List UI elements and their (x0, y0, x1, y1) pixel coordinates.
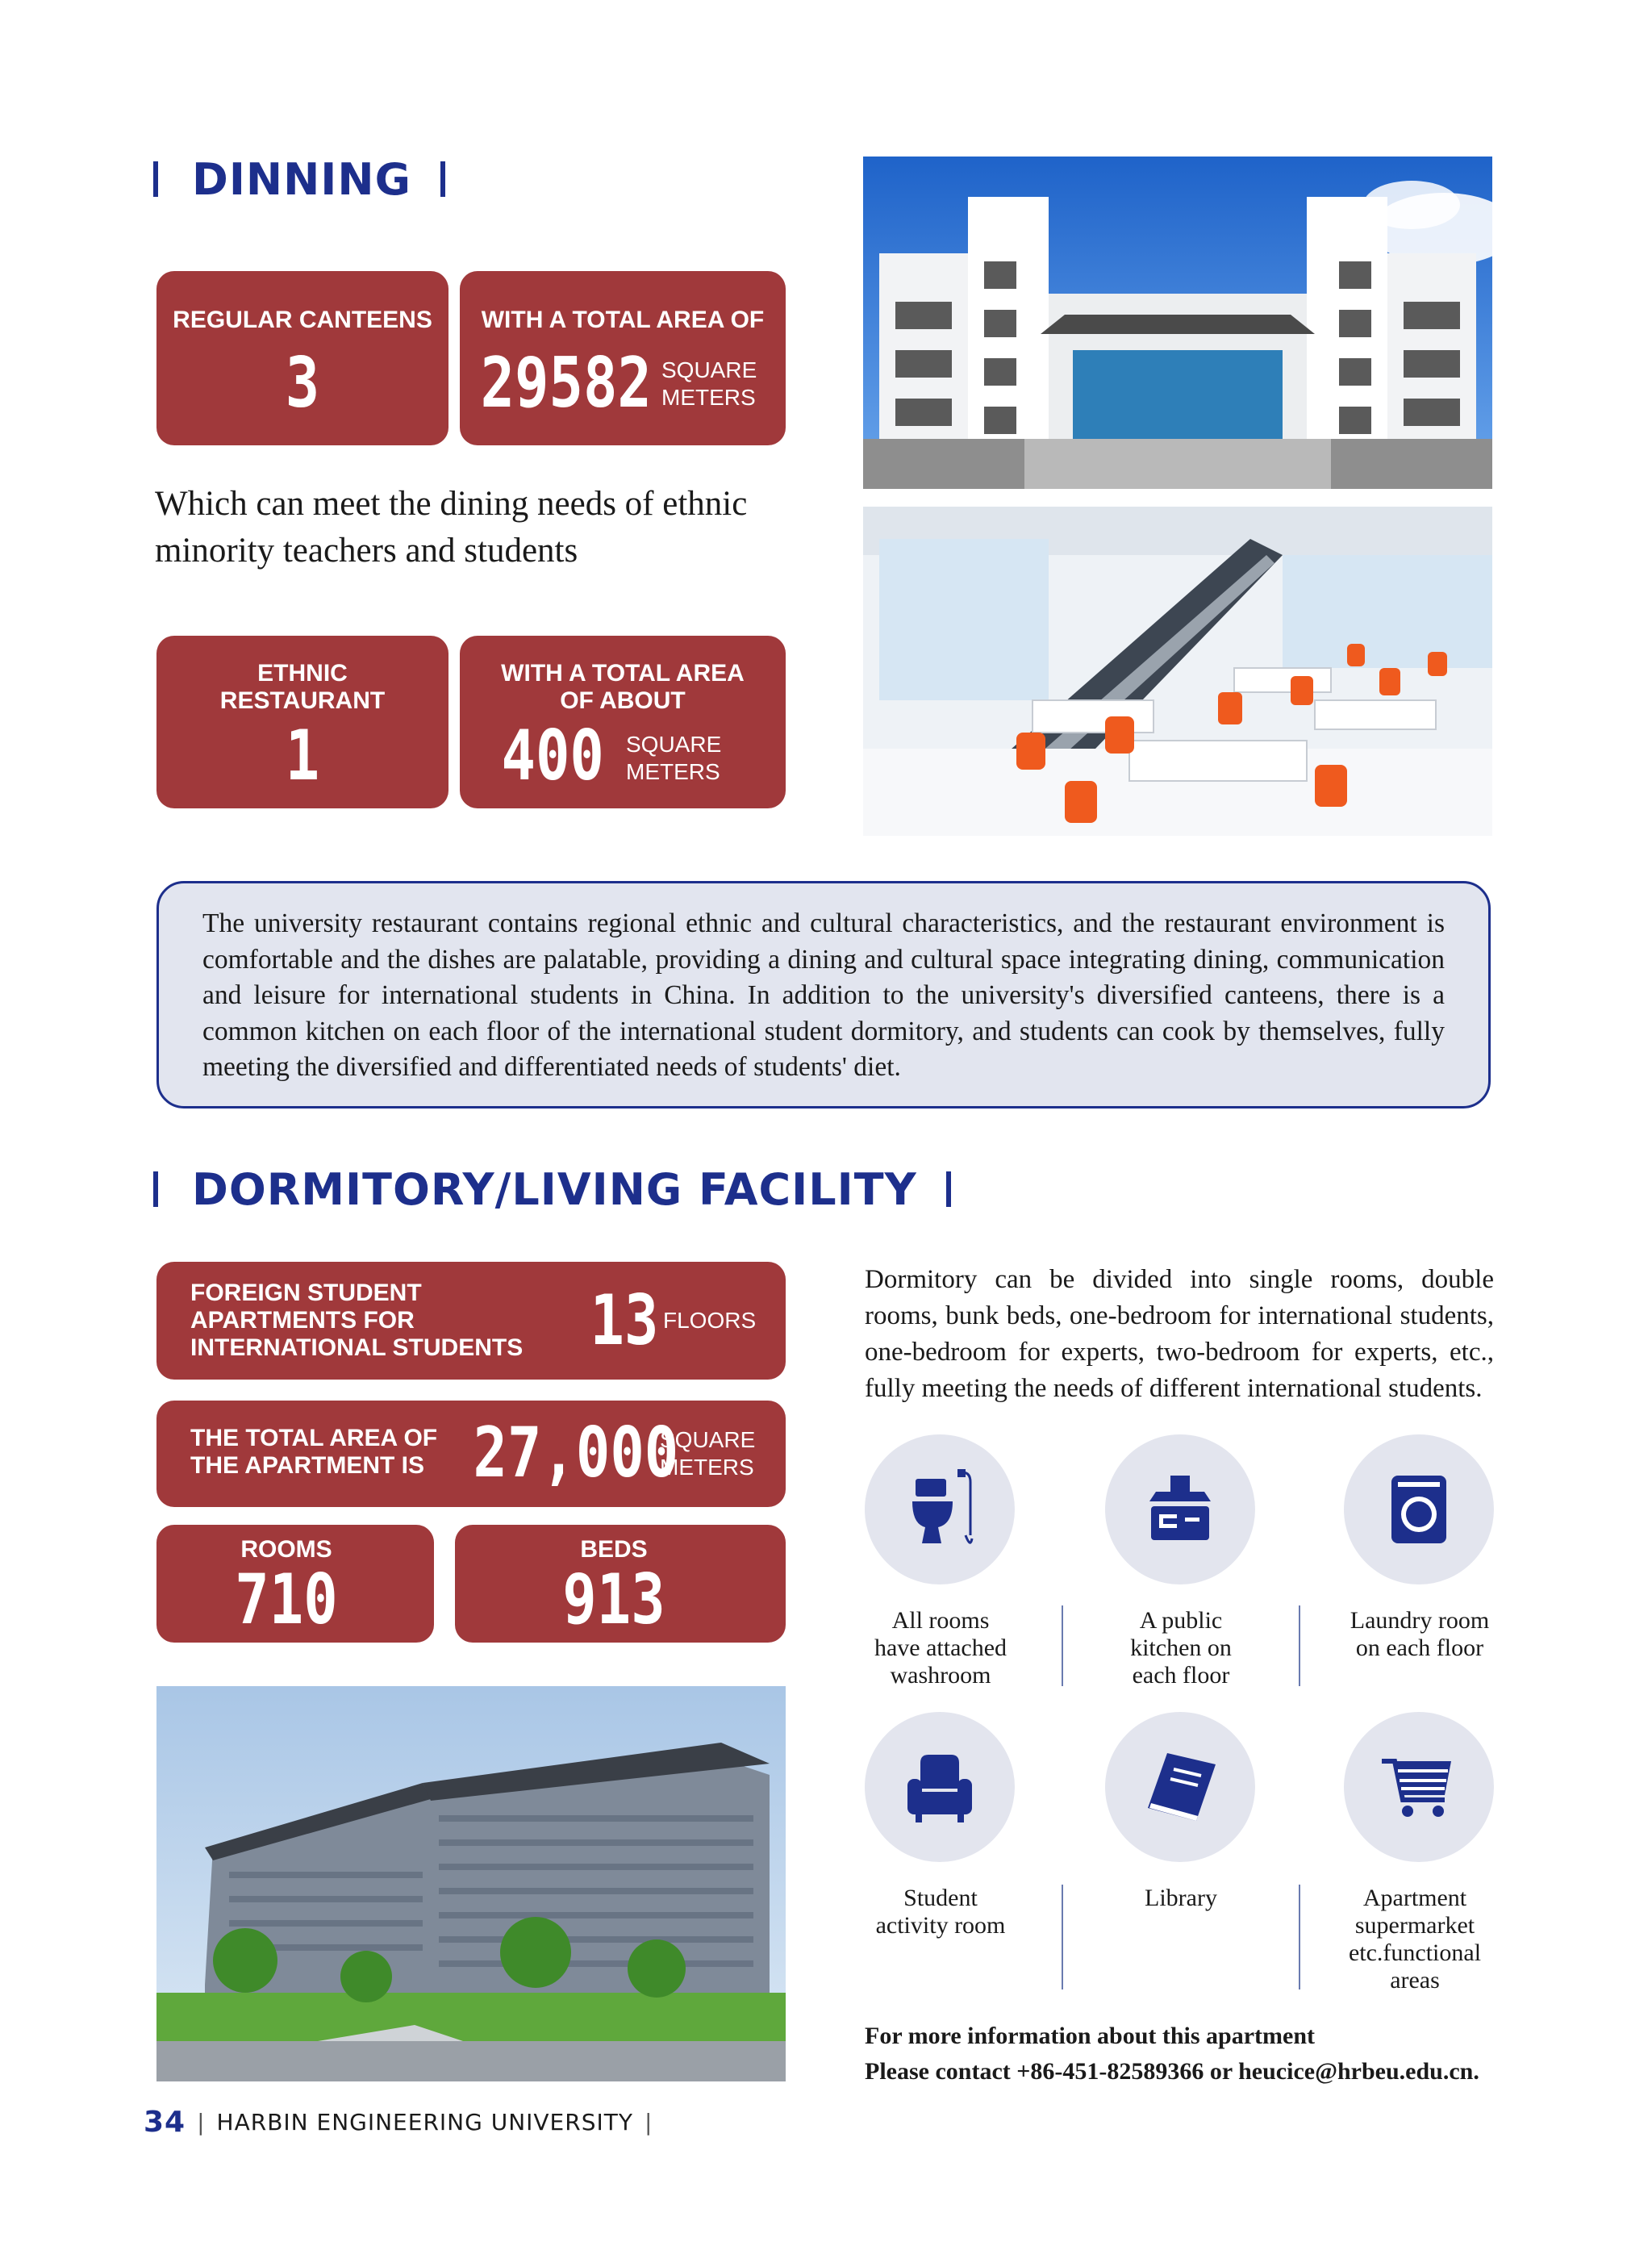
contact-block (865, 2019, 1479, 2090)
facility-caption-activity-room: Student activity room (875, 1885, 1006, 1939)
facility-caption-library: Library (1145, 1885, 1217, 1911)
caption-divider (1062, 1605, 1063, 1686)
footer-separator: | (197, 2108, 206, 2136)
canteen-area-label: WITH A TOTAL AREA OF (481, 307, 765, 333)
page-footer (144, 2102, 653, 2141)
washroom-icon-circle (865, 1434, 1015, 1584)
title-bar-left (153, 161, 158, 197)
title-bar-right (440, 161, 445, 197)
ethnic-area-value: 400 (501, 716, 604, 796)
dining-description-text: The university restaurant contains regional ethnic and cultural characteristics, and the restaurant environment is comfortable and the dishes are palatable, providing a dining and cultural space integrating dining, communication and leisure for international students in China. In addition to the university's diversified canteens, there is a common kitchen on each floor of the international student dormitory, and students can cook by themselves, fully meeting the diversified and differentiated needs of students' diet. (202, 908, 1445, 1082)
ethnic-area-label-1: WITH A TOTAL AREA (501, 660, 745, 687)
page-number: 34 (144, 2105, 186, 2139)
footer-separator: | (644, 2108, 653, 2136)
ethnic-area-unit-1: SQUARE (626, 732, 722, 757)
rooms-label: ROOMS (240, 1536, 332, 1563)
dining-title-text: DINNING (192, 153, 411, 205)
regular-canteens-card (156, 271, 448, 445)
apartment-area-card (156, 1401, 786, 1507)
apartments-label-2: APARTMENTS FOR (190, 1307, 415, 1334)
book-icon (1132, 1739, 1229, 1835)
facility-caption-laundry: Laundry room on each floor (1350, 1607, 1490, 1661)
floors-unit: FLOORS (663, 1308, 757, 1333)
toilet-shower-icon (891, 1461, 988, 1558)
caption-divider (1299, 1885, 1300, 1989)
canteen-area-unit-2: METERS (661, 385, 756, 410)
caption-divider (1299, 1605, 1300, 1686)
apartment-area-unit-2: METERS (660, 1455, 754, 1480)
caption-divider (1062, 1885, 1063, 1989)
ethnic-restaurant-card (156, 636, 448, 808)
apartments-label-3: INTERNATIONAL STUDENTS (190, 1334, 524, 1361)
dormitory-title-text: DORMITORY/LIVING FACILITY (192, 1163, 917, 1215)
shopping-cart-icon (1370, 1739, 1467, 1835)
title-bar-left (153, 1171, 158, 1207)
beds-value: 913 (562, 1559, 665, 1640)
ethnic-area-unit-2: METERS (626, 759, 720, 784)
kitchen-icon-circle (1105, 1434, 1255, 1584)
beds-card (455, 1525, 786, 1643)
canteen-area-value: 29582 (480, 343, 652, 424)
dining-intro-text: Which can meet the dining needs of ethnic minority teachers and students (155, 485, 748, 570)
washing-machine-icon (1370, 1461, 1467, 1558)
dining-section-title (153, 153, 445, 205)
title-bar-right (946, 1171, 951, 1207)
floors-value: 13 (590, 1280, 659, 1361)
apartment-area-label-1: THE TOTAL AREA OF (190, 1425, 438, 1451)
apartment-area-value: 27,000 (473, 1413, 679, 1493)
beds-label: BEDS (580, 1536, 648, 1563)
facility-caption-supermarket: Apartment supermarket etc.functional areas (1348, 1885, 1482, 1994)
canteen-area-unit-1: SQUARE (661, 357, 757, 382)
ethnic-label-1: ETHNIC (257, 660, 348, 687)
apartment-building-photo (156, 1686, 786, 2081)
canteens-value: 3 (285, 343, 320, 424)
dormitory-section-title (153, 1163, 951, 1215)
activity-room-icon-circle (865, 1712, 1015, 1862)
canteen-interior-photo (863, 507, 1492, 836)
library-icon-circle (1105, 1712, 1255, 1862)
footer-university: HARBIN ENGINEERING UNIVERSITY (216, 2108, 633, 2136)
supermarket-icon-circle (1344, 1712, 1494, 1862)
ethnic-area-label-2: OF ABOUT (560, 687, 686, 714)
canteens-label: REGULAR CANTEENS (173, 307, 432, 333)
dormitory-description: Dormitory can be divided into single rooms, double rooms, bunk beds, one-bedroom for international students, one-bedroom for experts, two-bedroom for experts, etc., fully meeting the needs of different international students. (865, 1265, 1494, 1403)
canteen-area-card (460, 271, 786, 445)
apartments-card (156, 1262, 786, 1380)
rooms-card (156, 1525, 434, 1643)
facility-caption-washroom: All rooms have attached washroom (874, 1607, 1007, 1689)
contact-line-2: Please contact +86-451-82589366 or heucice@hrbeu.edu.cn. (865, 2058, 1479, 2085)
facility-caption-kitchen: A public kitchen on each floor (1130, 1607, 1232, 1689)
kitchen-stove-icon (1132, 1461, 1229, 1558)
canteen-building-photo (863, 157, 1492, 489)
armchair-icon (891, 1739, 988, 1835)
apartment-area-label-2: THE APARTMENT IS (190, 1452, 424, 1479)
apartment-area-unit-1: SQUARE (660, 1427, 756, 1452)
ethnic-area-card (460, 636, 786, 808)
contact-line-1: For more information about this apartment (865, 2023, 1316, 2049)
ethnic-label-2: RESTAURANT (219, 687, 386, 714)
apartments-label-1: FOREIGN STUDENT (190, 1280, 422, 1306)
rooms-value: 710 (235, 1559, 338, 1640)
laundry-icon-circle (1344, 1434, 1494, 1584)
dining-description-box (156, 881, 1491, 1108)
ethnic-value: 1 (285, 716, 320, 796)
